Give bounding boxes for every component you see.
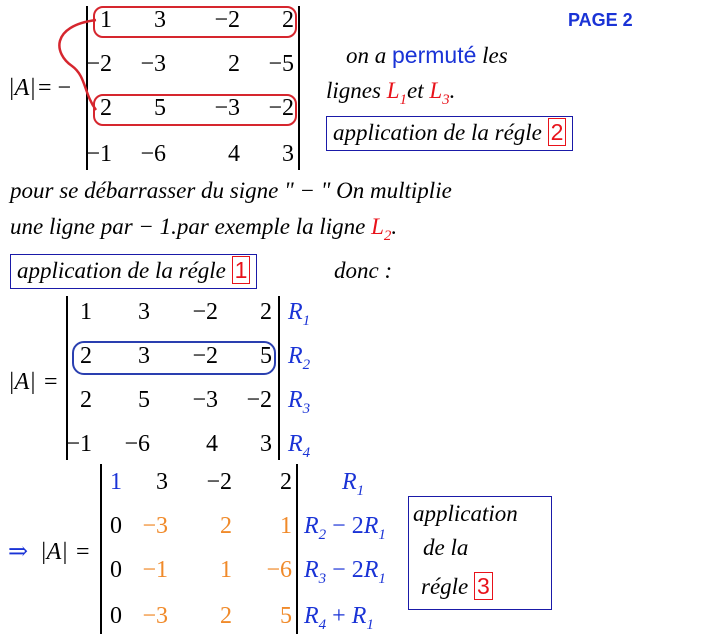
matrix3-cell: 2 [220,513,232,539]
matrix2-cell: −1 [66,431,92,457]
row-operation: $R_3 - 2R_1$ [304,557,386,587]
rule3-line2: de la [423,535,469,560]
matrix3-cell: 2 [280,469,292,495]
equals-3: = [76,539,90,565]
note1-et: et [407,78,424,103]
matrix3-right-bar [296,464,298,634]
swap-arrow [58,16,102,116]
matrix2-cell: 2 [80,387,92,413]
row-label: $R_1$ [288,299,311,329]
matrix1-cell: 1 [100,7,112,33]
matrix1-cell: 5 [154,95,166,121]
note1-line1 [346,42,508,69]
det-label-1: |A| [8,75,36,101]
matrix2-cell: 2 [80,343,92,369]
matrix1-cell: −2 [214,7,240,33]
row1-highlight [93,6,297,38]
matrix1-cell: −2 [268,95,294,121]
rule3-box [408,496,552,610]
note1-les: les [482,43,508,68]
rule2-number: 2 [548,118,567,146]
row-label: $R_3$ [288,387,311,417]
row-operation: $R_1$ [342,469,365,499]
rule3-line3: régle 3 [421,573,493,600]
row-operation: $R_4 + R_1$ [304,603,374,633]
row3-highlight [93,94,297,126]
matrix1-cell: 2 [228,51,240,77]
row2-highlight [72,341,276,375]
matrix3-cell: 1 [220,557,232,583]
note1-on-a: on a [346,43,387,68]
matrix1-cell: −1 [86,141,112,167]
matrix3-cell: −1 [142,557,168,583]
matrix2-cell: −2 [192,343,218,369]
matrix2-cell: 3 [138,299,150,325]
matrix3-cell: 0 [110,513,122,539]
sentence-line2: une ligne par − 1.par exemple la ligne $L_2$. [10,214,398,244]
matrix1-cell: −5 [268,51,294,77]
matrix2-cell: 5 [260,343,272,369]
matrix1-cell: 3 [154,7,166,33]
row-label: $R_2$ [288,343,311,373]
note1-L3: $L_3$ [429,78,450,108]
note1-L1: $L_1$ [386,78,407,108]
donc-label: donc : [334,258,393,283]
matrix2-cell: −6 [124,431,150,457]
matrix2-right-bar [278,296,280,460]
matrix2-cell: −2 [192,299,218,325]
matrix3-cell: 3 [156,469,168,495]
matrix3-cell: −3 [142,603,168,629]
matrix2-cell: 3 [260,431,272,457]
rule2-box [326,116,573,151]
det-label-3: |A| [40,539,68,565]
matrix1-cell: 4 [228,141,240,167]
row-operation: $R_2 - 2R_1$ [304,513,386,543]
rule1-number: 1 [232,256,251,284]
matrix2-cell: 3 [138,343,150,369]
rule3-line1: application [413,501,518,526]
matrix3-cell: 0 [110,557,122,583]
rule1-text: application de la régle [17,258,226,283]
matrix2-cell: 4 [206,431,218,457]
sentence-line1: pour se débarrasser du signe " − " On multiplie [10,178,452,203]
equals-minus-1: = − [38,75,72,101]
matrix3-cell: 1 [280,513,292,539]
equals-2: = [44,369,58,395]
matrix3-cell: 5 [280,603,292,629]
matrix1-cell: 2 [282,7,294,33]
page-number: PAGE 2 [568,10,633,30]
matrix3-cell: −2 [206,469,232,495]
matrix1-cell: −2 [86,51,112,77]
matrix1-cell: −3 [214,95,240,121]
det-label-2: |A| [8,369,36,395]
matrix1-right-bar [298,6,300,170]
matrix3-cell: −6 [266,557,292,583]
matrix3-left-bar [100,464,102,634]
matrix2-cell: −3 [192,387,218,413]
matrix1-cell: −3 [140,51,166,77]
implies-arrow: ⇒ [8,539,29,565]
matrix1-cell: −6 [140,141,166,167]
note1-permute: permuté [392,42,477,68]
rule2-text: application de la régle [333,120,542,145]
row-label: $R_4$ [288,431,311,461]
matrix2-cell: −2 [246,387,272,413]
matrix1-cell: 3 [282,141,294,167]
matrix3-cell: 0 [110,603,122,629]
matrix1-cell: 2 [100,95,112,121]
note1-lignes: lignes [326,78,381,103]
matrix3-cell: −3 [142,513,168,539]
matrix2-cell: 5 [138,387,150,413]
matrix3-cell: 1 [110,469,122,495]
rule3-number: 3 [474,572,493,600]
rule1-box [10,254,257,289]
matrix2-cell: 1 [80,299,92,325]
matrix2-cell: 2 [260,299,272,325]
sentence-L2: $L_2$ [371,214,392,244]
note1-line2: lignes $L_1et$ $L_3$. [326,78,456,108]
matrix3-cell: 2 [220,603,232,629]
